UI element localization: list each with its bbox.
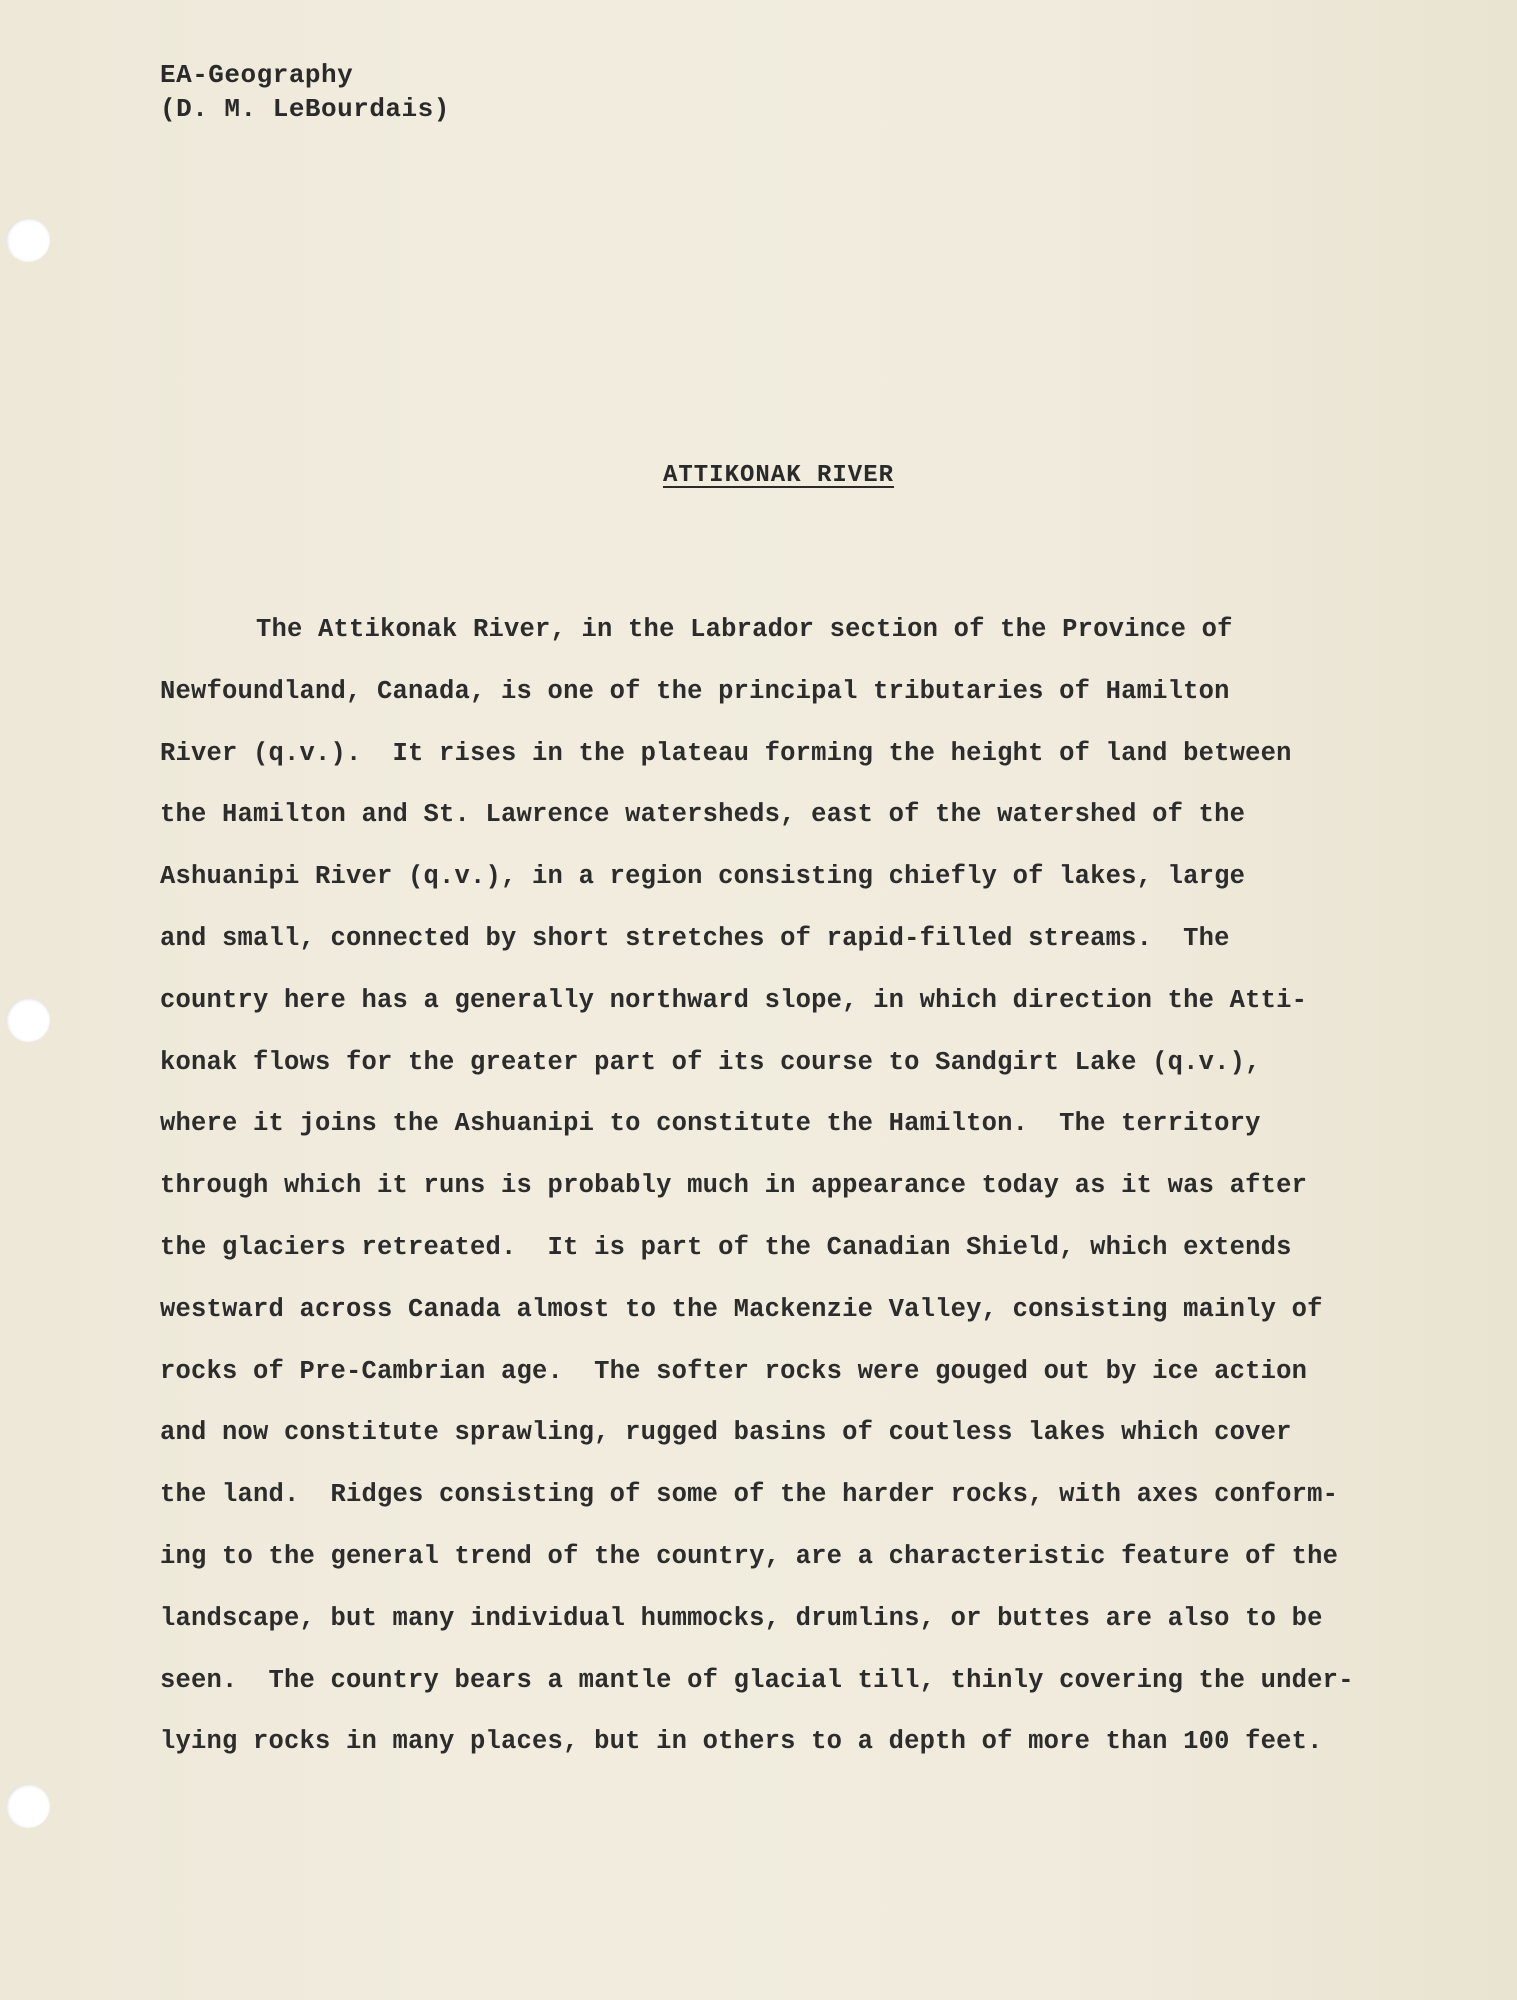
paragraph-line: Ashuanipi River (q.v.), in a region consisting chiefly of lakes, large: [160, 862, 1246, 892]
paragraph-line: and now constitute sprawling, rugged basins of coutless lakes which cover: [160, 1418, 1292, 1448]
paragraph-line: where it joins the Ashuanipi to constitute the Hamilton. The territory: [160, 1109, 1261, 1139]
paragraph-line: konak flows for the greater part of its course to Sandgirt Lake (q.v.),: [160, 1047, 1261, 1077]
paragraph-line: River (q.v.). It rises in the plateau forming the height of land between: [160, 738, 1292, 768]
punch-hole: [6, 1784, 50, 1828]
page-title: [0, 462, 1517, 489]
paragraph-line: Newfoundland, Canada, is one of the principal tributaries of Hamilton: [160, 676, 1230, 706]
header-category: EA-Geography: [160, 60, 354, 90]
body-paragraph: [160, 610, 1354, 1784]
paragraph-line: ing to the general trend of the country, are a characteristic feature of the: [160, 1541, 1339, 1571]
header-author: (D. M. LeBourdais): [160, 94, 450, 124]
paragraph-line: the Hamilton and St. Lawrence watersheds, east of the watershed of the: [160, 800, 1246, 830]
paragraph-line: country here has a generally northward slope, in which direction the Atti-: [160, 985, 1308, 1015]
paragraph-line: and small, connected by short stretches of rapid-filled streams. The: [160, 923, 1230, 953]
punch-hole: [6, 218, 50, 262]
title-text: ATTIKONAK RIVER: [662, 462, 895, 489]
paragraph-line: The Attikonak River, in the Labrador section of the Province of: [256, 615, 1233, 644]
paragraph-line: landscape, but many individual hummocks, drumlins, or buttes are also to be: [160, 1603, 1323, 1633]
paragraph-line: the glaciers retreated. It is part of the Canadian Shield, which extends: [160, 1232, 1292, 1262]
paragraph-line: lying rocks in many places, but in others to a depth of more than 100 feet.: [160, 1727, 1323, 1757]
paragraph-line: rocks of Pre-Cambrian age. The softer rocks were gouged out by ice action: [160, 1356, 1308, 1386]
paragraph-line: seen. The country bears a mantle of glacial till, thinly covering the under-: [160, 1665, 1354, 1695]
document-header: [160, 58, 450, 126]
paragraph-line: the land. Ridges consisting of some of the harder rocks, with axes conform-: [160, 1480, 1339, 1510]
paragraph-line: through which it runs is probably much in appearance today as it was after: [160, 1171, 1308, 1201]
punch-hole: [6, 998, 50, 1042]
paragraph-line: westward across Canada almost to the Mackenzie Valley, consisting mainly of: [160, 1294, 1323, 1324]
